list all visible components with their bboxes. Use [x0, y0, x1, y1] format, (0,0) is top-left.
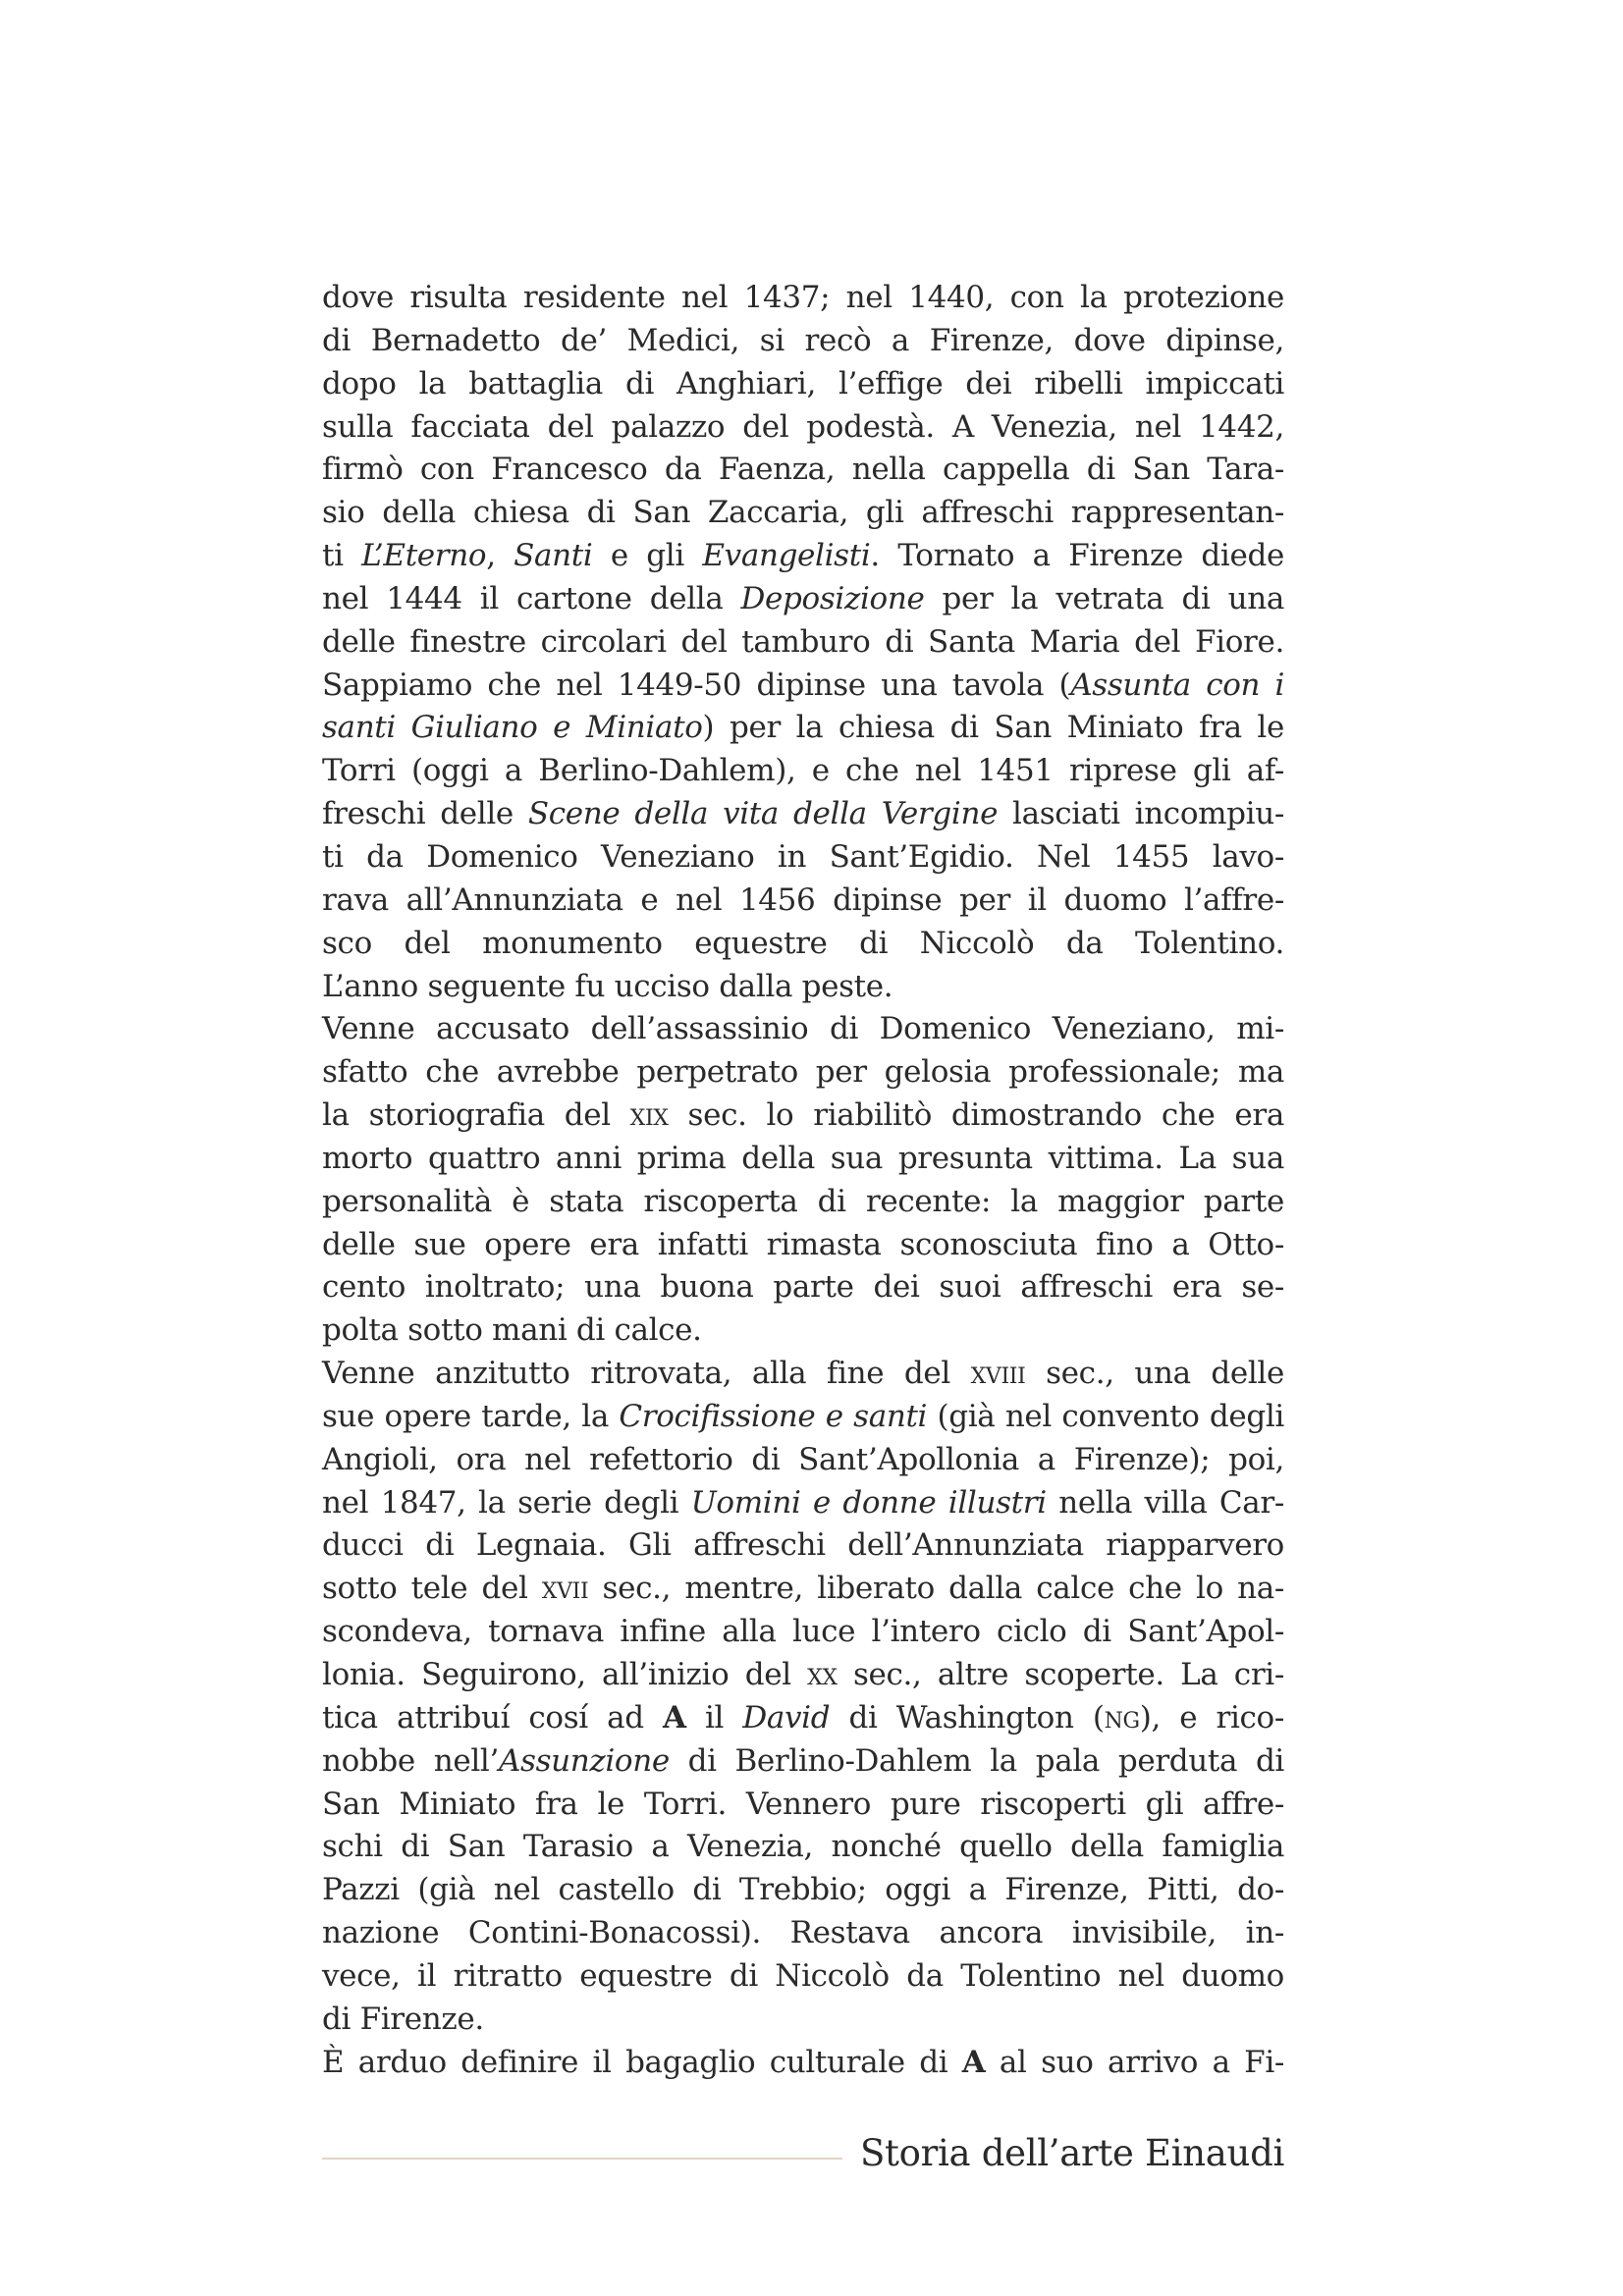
text-line: nobbe nell’Assunzione di Berlino-Dahlem la pala perduta di	[322, 1742, 1285, 1779]
text-line: sco del monumento equestre di Niccolò da Tolentino.	[322, 925, 1284, 961]
text-line: personalità è stata riscoperta di recente: la maggior parte	[322, 1183, 1284, 1219]
text-line: sotto tele del xvii sec., mentre, liberato dalla calce che lo na-	[322, 1571, 1284, 1607]
text-line: santi Giuliano e Miniato) per la chiesa di San Miniato fra le	[322, 710, 1284, 746]
text-line: polta sotto mani di calce.	[322, 1312, 702, 1349]
text-line: San Miniato fra le Torri. Vennero pure riscoperti gli affre-	[322, 1786, 1284, 1822]
text-line: ti L’Eterno, Santi e gli Evangelisti. Tornato a Firenze diede	[322, 538, 1284, 574]
text-line: morto quattro anni prima della sua presunta vittima. La sua	[322, 1140, 1284, 1176]
text-line: L’anno seguente fu ucciso dalla peste.	[322, 968, 893, 1004]
footer-divider	[322, 2158, 842, 2160]
text-line: sulla facciata del palazzo del podestà. A Venezia, nel 1442,	[322, 408, 1284, 445]
text-line: dove risulta residente nel 1437; nel 1440, con la protezione	[322, 280, 1284, 315]
text-line: nel 1444 il cartone della Deposizione per la vetrata di una	[322, 580, 1284, 616]
text-line: nazione Contini-Bonacossi). Restava ancora invisibile, in-	[322, 1915, 1284, 1951]
text-line: delle finestre circolari del tamburo di Santa Maria del Fiore.	[322, 623, 1284, 660]
text-line: tica attribuí cosí ad A il David di Washington (ng), e rico-	[322, 1699, 1284, 1735]
text-line: firmò con Francesco da Faenza, nella cappella di San Tara-	[322, 452, 1284, 488]
text-line: vece, il ritratto equestre di Niccolò da Tolentino nel duomo	[322, 1957, 1284, 1994]
text-line: Torri (oggi a Berlino-Dahlem), e che nel 1451 riprese gli af-	[322, 753, 1284, 789]
text-line: dopo la battaglia di Anghiari, l’effige dei ribelli impiccati	[322, 365, 1284, 401]
text-line: Sappiamo che nel 1449-50 dipinse una tavola (Assunta con i	[322, 667, 1285, 703]
text-line: freschi delle Scene della vita della Vergine lasciati incompiu-	[322, 796, 1284, 832]
text-line: rava all’Annunziata e nel 1456 dipinse per il duomo l’affre-	[322, 881, 1284, 918]
text-line: sio della chiesa di San Zaccaria, gli affreschi rappresentan-	[322, 495, 1284, 531]
text-line: lonia. Seguirono, all’inizio del xx sec., altre scoperte. La cri-	[322, 1657, 1284, 1692]
text-line: sfatto che avrebbe perpetrato per gelosia professionale; ma	[322, 1054, 1284, 1091]
text-line: di Firenze.	[322, 2001, 484, 2037]
text-line: Venne accusato dell’assassinio di Domenico Veneziano, mi-	[322, 1011, 1284, 1047]
text-line: Pazzi (già nel castello di Trebbio; oggi a Firenze, Pitti, do-	[322, 1872, 1284, 1908]
text-line: di Bernadetto de’ Medici, si recò a Firenze, dove dipinse,	[322, 322, 1284, 358]
text-line: sue opere tarde, la Crocifissione e santi (già nel convento degli	[322, 1398, 1284, 1434]
text-line: scondeva, tornava infine alla luce l’intero ciclo di Sant’Apol-	[322, 1614, 1284, 1650]
footer-title: Storia dell’arte Einaudi	[860, 2132, 1284, 2174]
text-line: Angioli, ora nel refettorio di Sant’Apollonia a Firenze); poi,	[322, 1441, 1284, 1477]
text-line: ti da Domenico Veneziano in Sant’Egidio. Nel 1455 lavo-	[322, 838, 1284, 875]
text-line: ducci di Legnaia. Gli affreschi dell’Annunziata riapparvero	[322, 1527, 1284, 1564]
text-line: È arduo definire il bagaglio culturale di A al suo arrivo a Fi-	[322, 2044, 1285, 2080]
text-line: schi di San Tarasio a Venezia, nonché quello della famiglia	[322, 1829, 1284, 1865]
body-text	[322, 277, 1284, 2084]
text-line: la storiografia del xix sec. lo riabilitò dimostrando che era	[322, 1097, 1284, 1134]
text-line: cento inoltrato; una buona parte dei suoi affreschi era se-	[322, 1269, 1284, 1306]
text-line: Venne anzitutto ritrovata, alla fine del xviii sec., una delle	[322, 1356, 1284, 1392]
text-line: delle sue opere era infatti rimasta sconosciuta fino a Otto-	[322, 1226, 1284, 1262]
text-line: nel 1847, la serie degli Uomini e donne illustri nella villa Car-	[322, 1484, 1285, 1521]
